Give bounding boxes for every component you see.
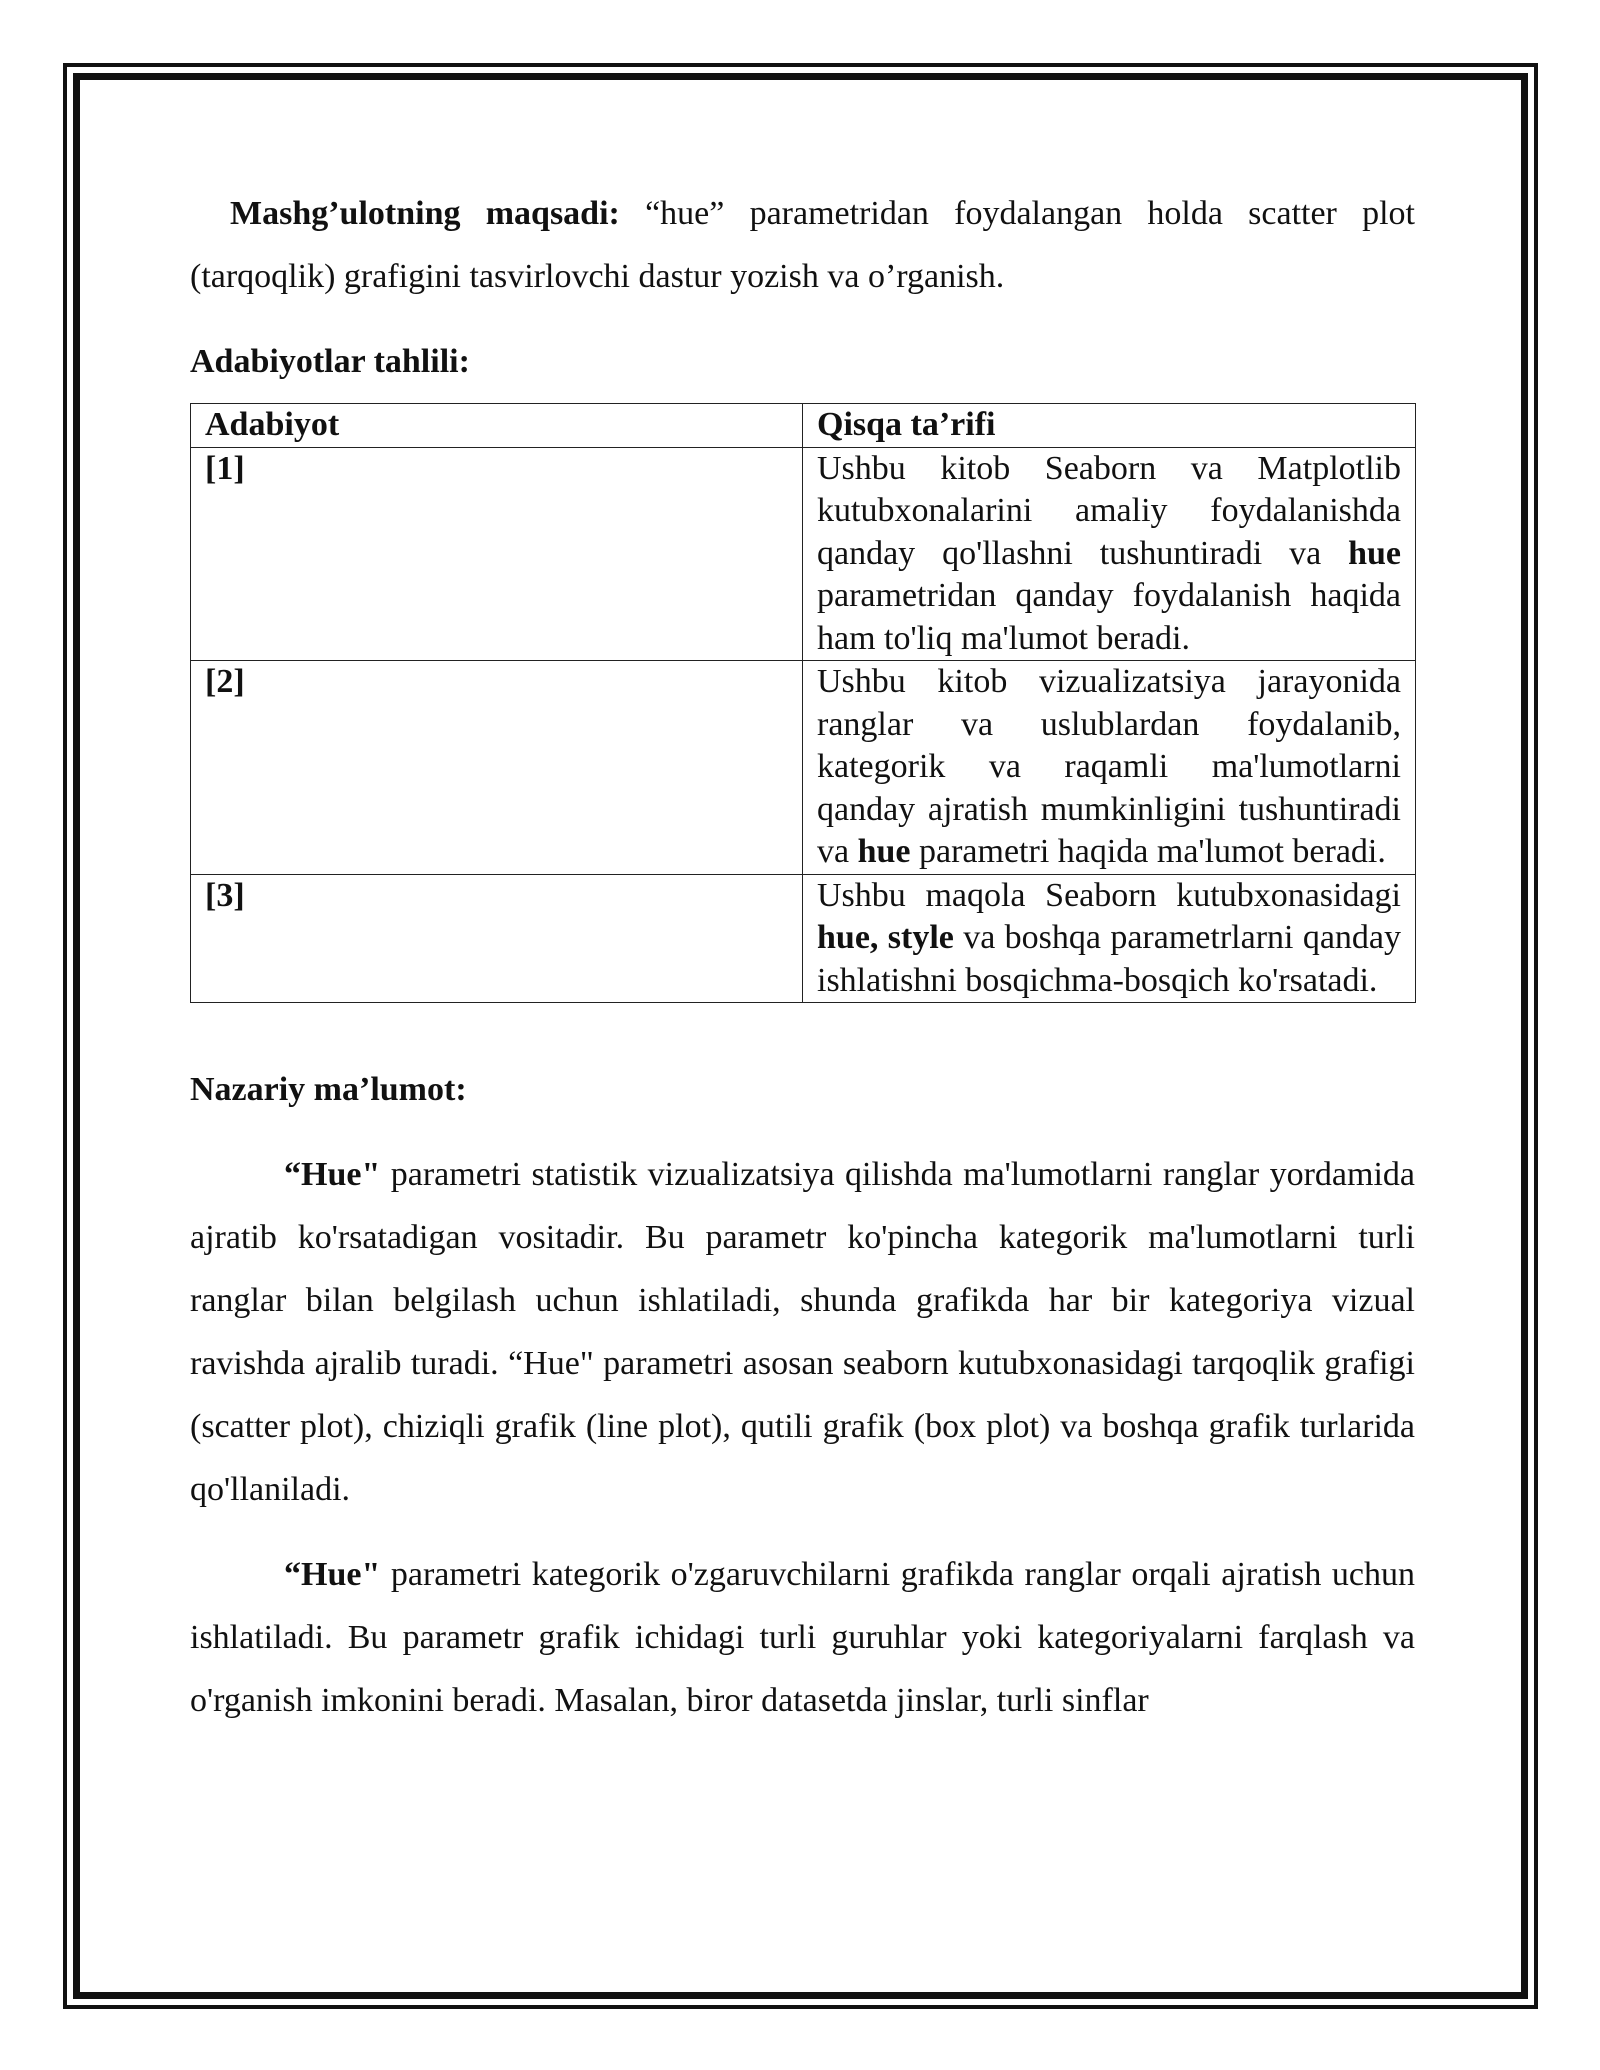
goal-label: Mashg’ulotning maqsadi: [230, 195, 620, 232]
description-cell [803, 874, 1416, 1003]
column-header-literature: Adabiyot [191, 404, 803, 448]
table-row [191, 447, 1416, 661]
description-cell [803, 661, 1416, 875]
description-keyword: hue, style [817, 919, 954, 956]
reference-cell: [1] [191, 447, 803, 661]
theory-text: parametri kategorik o'zgaruvchilarni grafikda ranglar orqali ajratish uchun ishlatiladi. Bu parametr grafik ichidagi turli guruhlar yoki kategoriyalarni farqlash va o'rganish imkonini beradi. Masalan, biror datasetda jinslar, turli sinflar [190, 1556, 1415, 1719]
goal-text: “hue” parametridan foydalangan holda scatter plot (tarqoqlik) grafigini tasvirlovchi dastur yozish va o’rganish. [190, 195, 1415, 295]
theory-heading: Nazariy ma’lumot: [190, 1071, 467, 1108]
description-cell [803, 447, 1416, 661]
hue-term: “Hue" [284, 1156, 381, 1193]
column-header-description: Qisqa ta’rifi [803, 404, 1416, 448]
description-keyword: hue [857, 833, 911, 870]
description-keyword: hue [1348, 534, 1401, 572]
description-text: Ushbu maqola Seaborn kutubxonasidagi [817, 876, 1401, 914]
literature-heading: Adabiyotlar tahlili: [190, 343, 470, 380]
theory-text: parametri statistik vizualizatsiya qilishda ma'lumotlarni ranglar yordamida ajratib ko'rsatadigan vositadir. Bu parametr ko'pincha kategorik ma'lumotlarni turli ranglar bilan belgilash uchun ishlatiladi, shunda grafikda har bir kategoriya vizual ravishda ajralib turadi. “Hue" parametri asosan seaborn kutubxonasidagi tarqoqlik grafigi (scatter plot), chiziqli grafik (line plot), qutili grafik (box plot) va boshqa grafik turlarida qo'llaniladi. [190, 1156, 1415, 1508]
description-text: parametri haqida ma'lumot beradi. [910, 833, 1386, 870]
description-text: Ushbu kitob Seaborn va Matplotlib kutubxonalarini amaliy foydalanishda qanday qo'llashni tushuntiradi va [817, 449, 1401, 572]
document-body [190, 182, 1415, 1732]
reference-cell: [2] [191, 661, 803, 875]
table-row [191, 661, 1416, 875]
reference-cell: [3] [191, 874, 803, 1003]
table-row [191, 874, 1416, 1003]
theory-paragraph-1 [190, 1143, 1415, 1521]
description-text: parametridan qanday foydalanish haqida ham to'liq ma'lumot beradi. [817, 577, 1401, 657]
literature-table [190, 403, 1416, 1003]
table-header-row [191, 404, 1416, 448]
hue-term: “Hue" [284, 1556, 381, 1593]
description-text: Ushbu kitob vizualizatsiya jarayonida ranglar va uslublardan foydalanib, kategorik va raqamli ma'lumotlarni qanday ajratish mumkinligini tushuntiradi va [817, 663, 1401, 870]
description-text: va boshqa parametrlarni qanday ishlatishni bosqichma-bosqich ko'rsatadi. [817, 919, 1401, 999]
goal-paragraph [190, 182, 1415, 308]
theory-paragraph-2 [190, 1543, 1415, 1732]
